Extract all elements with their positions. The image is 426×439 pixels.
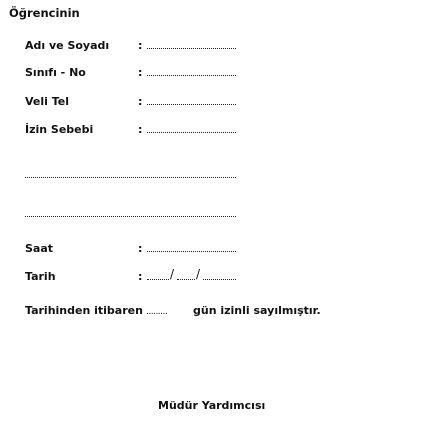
time-label: Saat: [25, 242, 54, 255]
name-field-line[interactable]: [147, 48, 236, 49]
date-month-line[interactable]: [177, 279, 195, 280]
class-colon: :: [138, 66, 143, 79]
date-colon: :: [138, 270, 143, 283]
permission-end-text: gün izinli sayılmıştır.: [193, 304, 321, 317]
reason-field-line[interactable]: [147, 132, 236, 133]
permission-days-blank[interactable]: .........: [146, 307, 168, 317]
time-field-line[interactable]: [147, 251, 236, 252]
parent-phone-colon: :: [138, 95, 143, 108]
parent-phone-field-line[interactable]: [147, 104, 236, 105]
permission-start-text: Tarihinden itibaren: [25, 304, 143, 317]
vice-principal-title: Müdür Yardımcısı: [158, 399, 266, 412]
reason-label: İzin Sebebi: [25, 123, 94, 136]
class-number-label: Sınıfı - No: [25, 66, 86, 79]
name-label: Adı ve Soyadı: [25, 39, 110, 52]
date-year-line[interactable]: [203, 279, 236, 280]
reason-colon: :: [138, 123, 143, 136]
time-colon: :: [138, 242, 143, 255]
student-heading: Öğrencinin: [9, 6, 80, 20]
reason-extra-line-1[interactable]: [25, 177, 236, 178]
date-label: Tarih: [25, 270, 56, 283]
parent-phone-label: Veli Tel: [25, 95, 70, 108]
date-slash-2: /: [196, 267, 201, 281]
reason-extra-line-2[interactable]: [25, 216, 236, 217]
date-slash-1: /: [170, 267, 175, 281]
name-colon: :: [138, 39, 143, 52]
class-number-field-line[interactable]: [147, 75, 236, 76]
date-day-line[interactable]: [147, 279, 169, 280]
